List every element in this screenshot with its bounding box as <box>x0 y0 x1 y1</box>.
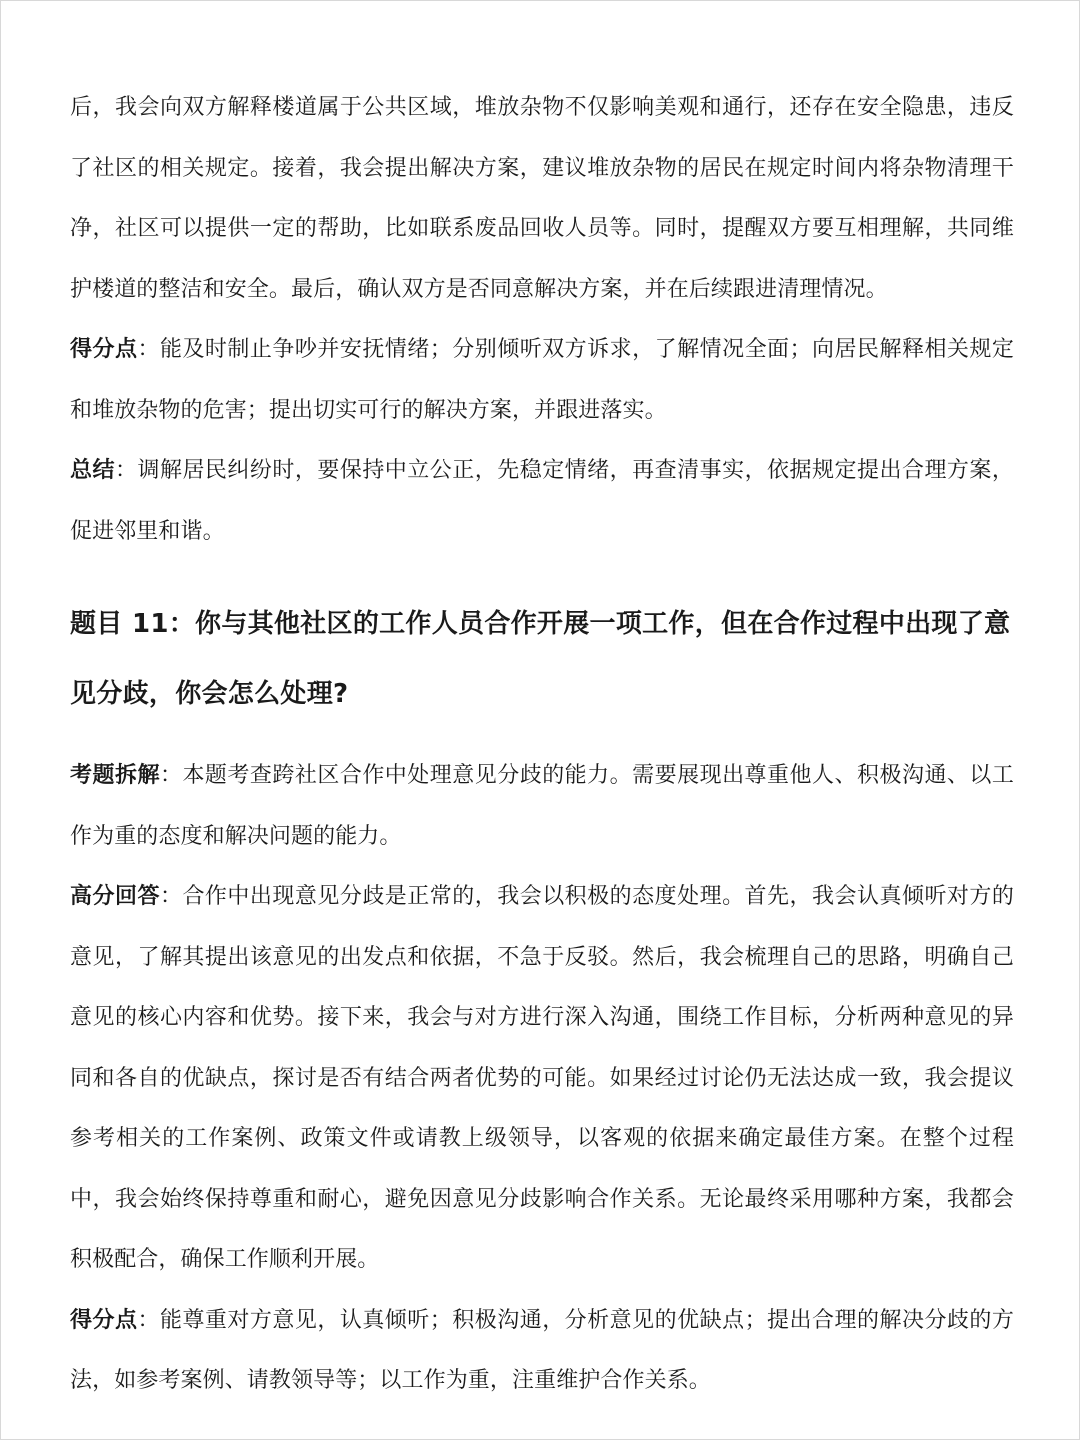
summary-paragraph <box>70 441 1014 562</box>
question-11-score-points-label: 得分点 <box>70 1307 138 1333</box>
question-11-score-points-paragraph <box>70 1291 1014 1412</box>
high-score-answer-label: 高分回答 <box>70 884 160 909</box>
document-content <box>70 78 1014 1412</box>
score-points-text: ：能及时制止争吵并安抚情绪；分别倾听双方诉求，了解情况全面；向居民解释相关规定和堆放杂物的危害；提出切实可行的解决方案，并跟进落实。 <box>70 337 1014 423</box>
summary-label: 总结 <box>70 458 115 483</box>
analysis-paragraph <box>70 746 1014 867</box>
analysis-label: 考题拆解 <box>70 763 160 788</box>
summary-text: ：调解居民纠纷时，要保持中立公正，先稳定情绪，再查清事实，依据规定提出合理方案，促进邻里和谐。 <box>70 458 1014 544</box>
score-points-paragraph <box>70 320 1014 441</box>
question-11-score-points-text: ：能尊重对方意见，认真倾听；积极沟通，分析意见的优缺点；提出合理的解决分歧的方法，如参考案例、请教领导等；以工作为重，注重维护合作关系。 <box>70 1307 1014 1393</box>
previous-answer-continuation: 后，我会向双方解释楼道属于公共区域，堆放杂物不仅影响美观和通行，还存在安全隐患，违反了社区的相关规定。接着，我会提出解决方案，建议堆放杂物的居民在规定时间内将杂物清理干净，社区可以提供一定的帮助，比如联系废品回收人员等。同时，提醒双方要互相理解，共同维护楼道的整洁和安全。最后，确认双方是否同意解决方案，并在后续跟进清理情况。 <box>70 95 1014 302</box>
high-score-answer-text: ：合作中出现意见分歧是正常的，我会以积极的态度处理。首先，我会认真倾听对方的意见，了解其提出该意见的出发点和依据，不急于反驳。然后，我会梳理自己的思路，明确自己意见的核心内容和优势。接下来，我会与对方进行深入沟通，围绕工作目标，分析两种意见的异同和各自的优缺点，探讨是否有结合两者优势的可能。如果经过讨论仍无法达成一致，我会提议参考相关的工作案例、政策文件或请教上级领导，以客观的依据来确定最佳方案。在整个过程中，我会始终保持尊重和耐心，避免因意见分歧影响合作关系。无论最终采用哪种方案，我都会积极配合，确保工作顺利开展。 <box>70 884 1014 1272</box>
score-points-label: 得分点 <box>70 337 138 362</box>
analysis-text: ：本题考查跨社区合作中处理意见分歧的能力。需要展现出尊重他人、积极沟通、以工作为重的态度和解决问题的能力。 <box>70 763 1014 849</box>
high-score-answer-paragraph <box>70 867 1014 1291</box>
question-11-heading: 题目 11：你与其他社区的工作人员合作开展一项工作，但在合作过程中出现了意见分歧，你会怎么处理? <box>70 609 1011 709</box>
